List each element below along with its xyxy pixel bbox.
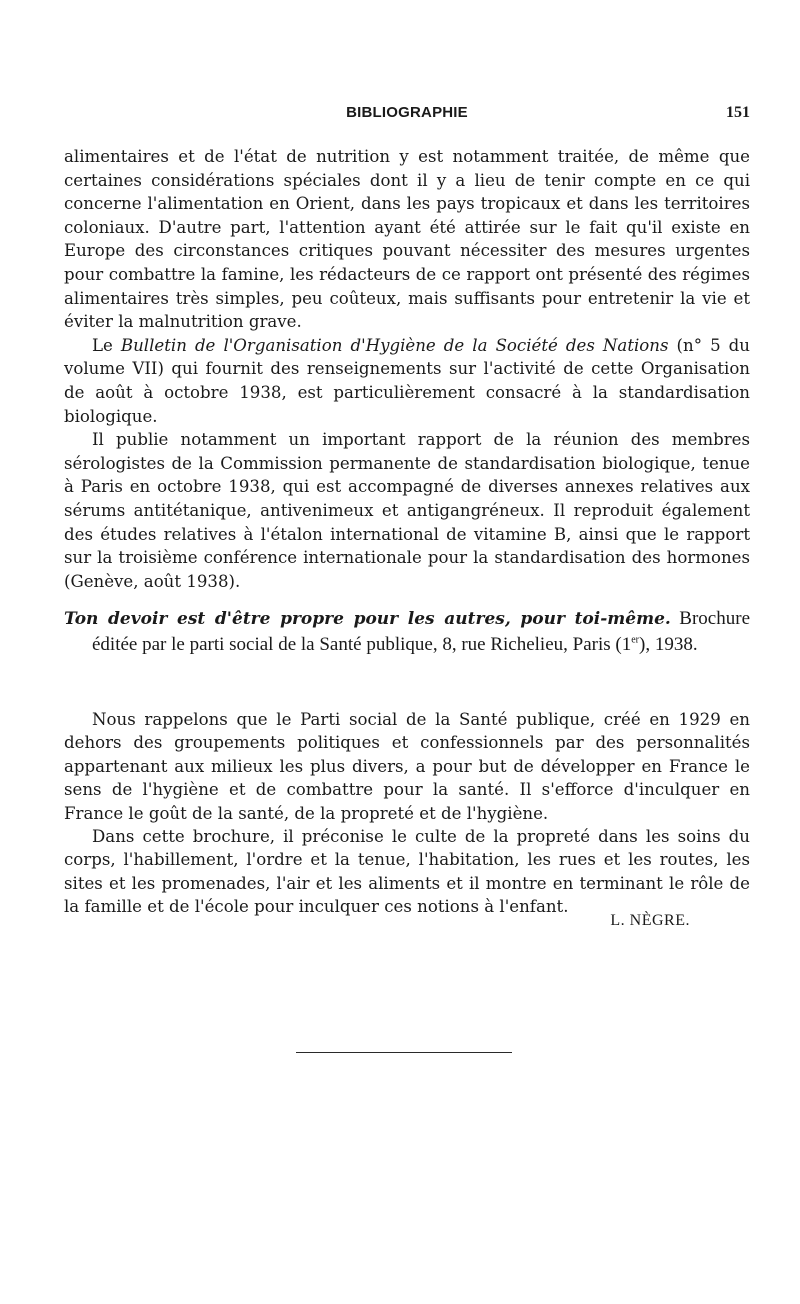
paragraph-bulletin xyxy=(64,334,750,428)
author-signature: L. NÈGRE. xyxy=(610,912,690,929)
citation-superscript: er xyxy=(631,634,639,646)
section-divider xyxy=(296,1052,512,1053)
citation-details: Brochure éditée par le parti social de la Santé publique, 8, rue Richelieu, Paris (1 xyxy=(92,608,750,655)
running-header xyxy=(64,104,750,128)
citation-title: Ton devoir est d'être propre pour les autres, pour toi-même. xyxy=(64,609,671,629)
paragraph-nutrition: alimentaires et de l'état de nutrition y est notamment traitée, de même que certaines considérations spéciales dont il y a lieu de tenir compte en ce qui concerne l'alimentation en Orient, dans les pays tropicaux et dans les territoires coloniaux. D'autre part, l'attention ayant été attirée sur le fait qu'il existe en Europe des circonstances critiques pouvant nécessiter des mesures urgentes pour combattre la famine, les rédacteurs de ce rapport ont présenté des régimes alimentaires très simples, peu coûteux, mais suffisants pour entretenir la vie et éviter la malnutrition grave. xyxy=(64,147,750,332)
body-text xyxy=(64,145,750,593)
section-title: BIBLIOGRAPHIE xyxy=(346,104,468,121)
paragraph-report: Il publie notamment un important rapport de la réunion des membres sérologistes de la Commission permanente de standardisation biologique, tenue à Paris en octobre 1938, qui est accompagné de diverses annexes relatives aux sérums antitétanique, antivenimeux et antigangréneux. Il reproduit également des études relatives à l'étalon international de vitamine B, ainsi que le rapport sur la troisième conférence internationale pour la standardisation des hormones (Genève, août 1938). xyxy=(64,430,750,591)
paragraph-bulletin-start: Le xyxy=(92,335,121,355)
paragraph-bulletin-rest: (n° 5 du volume VII) qui fournit des renseignements sur l'activité de cette Organisation de août à octobre 1938, est particulièrement consacré à la standardisation biologique. xyxy=(64,335,750,426)
review-text xyxy=(64,708,750,919)
bibliographic-citation xyxy=(64,606,750,657)
citation-details-end: ), 1938. xyxy=(639,634,698,655)
bulletin-title: Bulletin de l'Organisation d'Hygiène de la Société des Nations xyxy=(120,335,669,355)
paragraph-brochure: Dans cette brochure, il préconise le culte de la propreté dans les soins du corps, l'habillement, l'ordre et la tenue, l'habitation, les rues et les routes, les sites et les promenades, l'air et les aliments et il montre en terminant le rôle de la famille et de l'école pour inculquer ces notions à l'enfant. xyxy=(64,827,750,917)
page-number: 151 xyxy=(726,104,750,121)
paragraph-party: Nous rappelons que le Parti social de la Santé publique, créé en 1929 en dehors des groupements politiques et confessionnels par des personnalités appartenant aux milieux les plus divers, a pour but de développer en France le sens de l'hygiène et de combattre pour la santé. Il s'efforce d'inculquer en France le goût de la santé, de la propreté et de l'hygiène. xyxy=(64,710,750,823)
